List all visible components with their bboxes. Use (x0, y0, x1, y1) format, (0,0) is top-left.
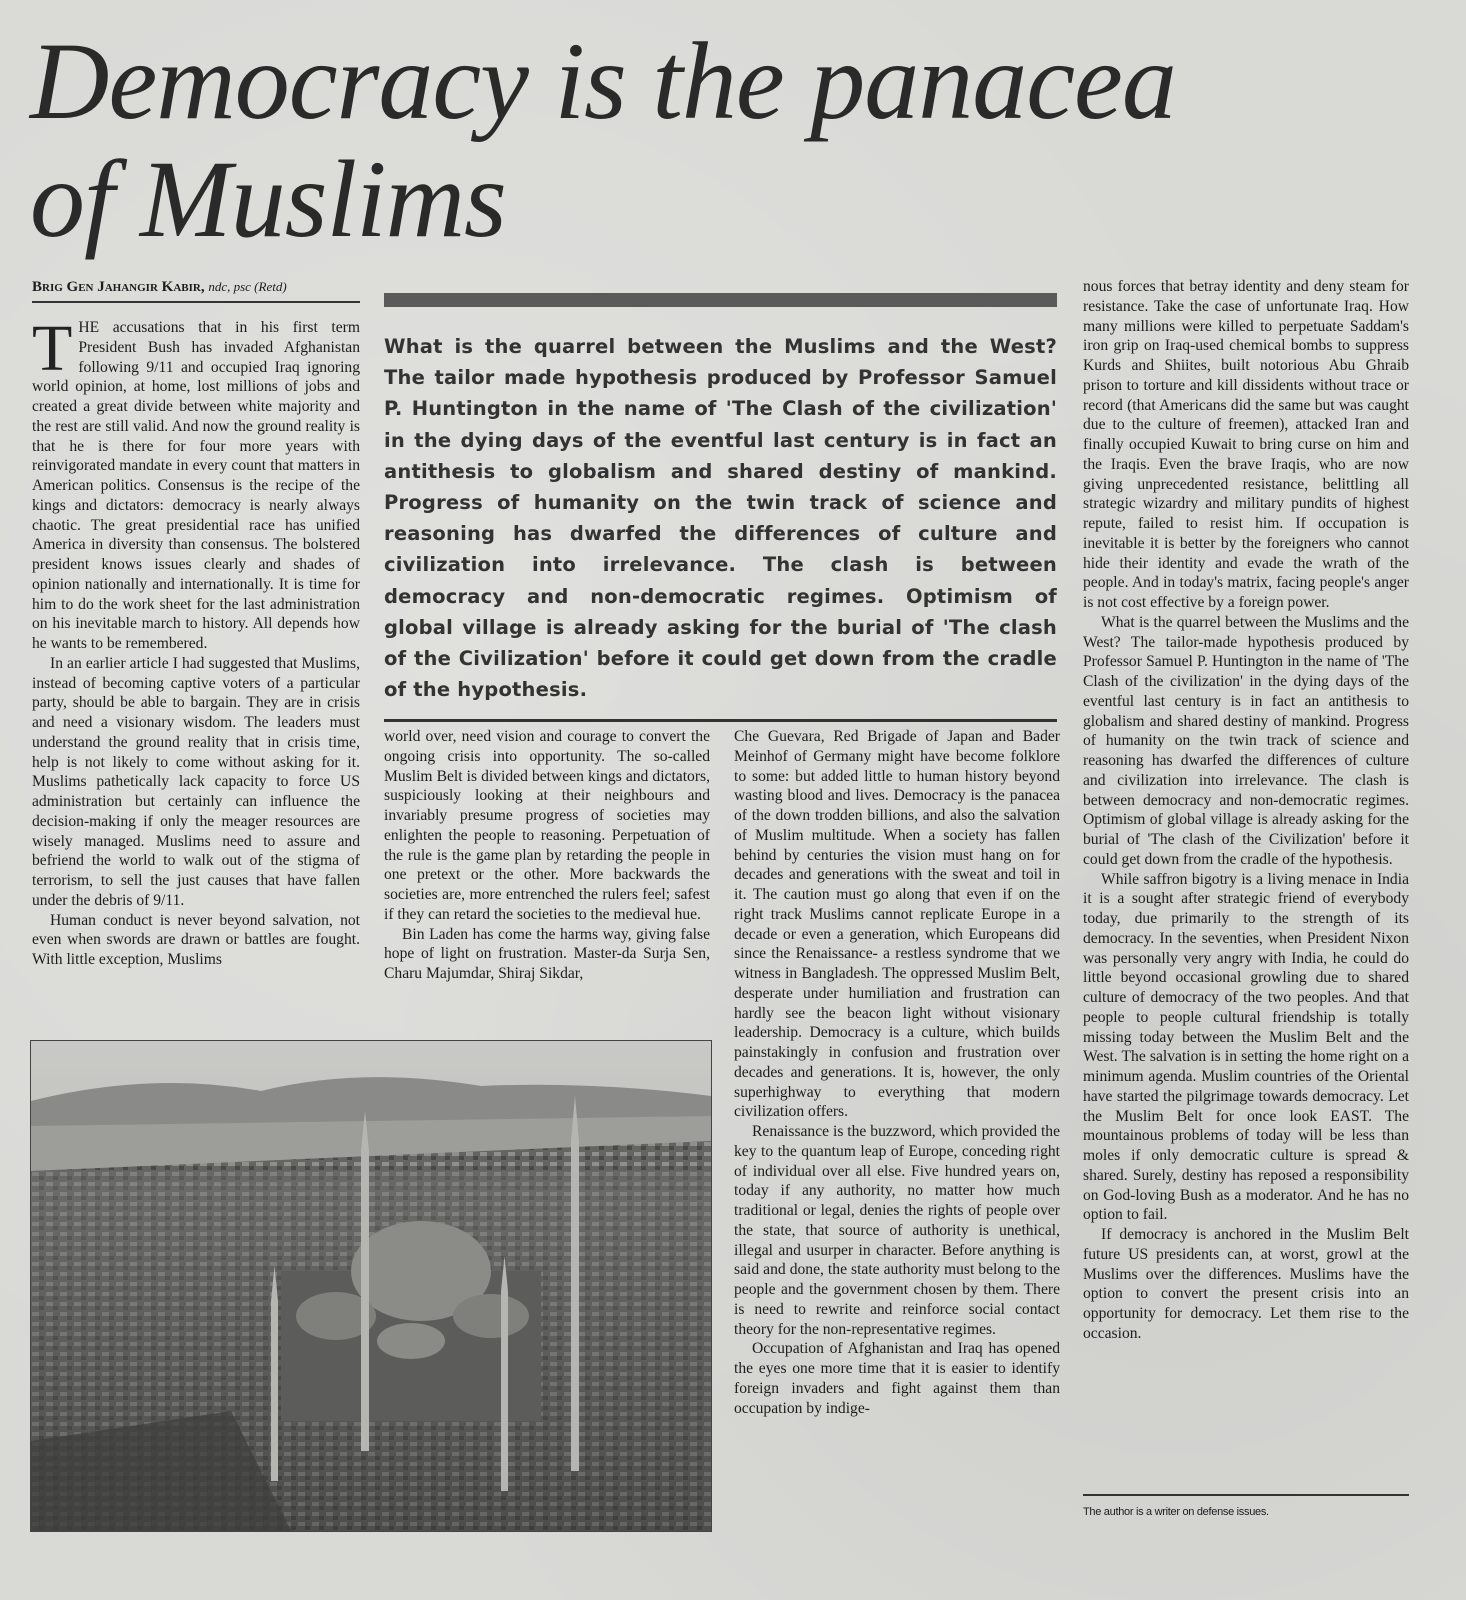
headline-line-2: of Muslims (30, 138, 506, 260)
paragraph: Occupation of Afghanistan and Iraq has opened the eyes one more time that it is easier to identify foreign invaders and fight against them than occupation by indige- (734, 1340, 1060, 1417)
author-credentials: ndc, psc (Retd) (208, 279, 287, 294)
paragraph: Che Guevara, Red Brigade of Japan and Bader Meinhof of Germany might have become folklore to some: but added little to human history beyond wasting blood and lives. Democracy is the panacea of the down trodden billions, and also the salvation of Muslim multitude. When a society has fallen behind by centuries the vision must hang on for decades and generations with the sweat and toil in it. The caution must go along that even if on the right track Muslims cannot replicate Europe in a decade or even a generation, which Europeans did since the Renaissance- a restless syndrome that we witness in Bangladesh. The oppressed Muslim Belt, desperate under humiliation and frustration can hardly see the beacon light without visionary leadership. Democracy is a culture, which builds painstakingly in confusion and frustration over decades and generations. It is, however, the only superhighway to everything that modern civilization offers. (734, 728, 1060, 1121)
author-name: Brig Gen Jahangir Kabir, (32, 279, 205, 295)
article-column-3 (734, 727, 1060, 1418)
photo-illustration (31, 1041, 711, 1531)
paragraph: THE accusations that in his first term President Bush has invaded Afghanistan following 9/11 and occupied Iraq ignoring world opinion, at home, lost millions of jobs and created a great divide between white majority and the rest are still valid. And now the ground reality is that he is there for four more years with reinvigorated mandate in every count that matters in American politics. Consensus is the recipe of the kings and dictators: democracy is nearly always chaotic. The great presidential race has unified America in diversity than consensus. The bolstered president knows issues clearly and shades of opinion nationally and internationally. It is time for him to do the work sheet for the last administration on his inevitable march to history. All depends how he wants to be remembered. (32, 312, 360, 652)
pull-quote (384, 293, 1057, 722)
headline (30, 22, 1176, 258)
paragraph: world over, need vision and courage to convert the ongoing crisis into opportunity. The so-called Muslim Belt is divided between kings and dictators, suspiciously looking at their neighbours and invariably presume progress of societies may enlighten the people to reasoning. Perpetuation of the rule is the game plan by retarding the people in one pretext or the other. More backwards the societies are, more entrenched the rulers feel; safest if they can retard the societies to the medieval hue. (384, 728, 710, 923)
author-note: The author is a writer on defense issues. (1083, 1506, 1269, 1518)
paragraph: In an earlier article I had suggested that Muslims, instead of becoming captive voters of a particular party, should be able to bargain. They are in crisis and need a visionary wisdom. The leaders must understand the ground reality that in crisis time, help is not likely to come without asking for it. Muslims pathetically lack capacity to force US administration but certainly can influence the decision-making if only the meager resources are wisely managed. Muslims need to assure and befriend the world to walk out of the stigma of terrorism, to sell the just causes that have fallen under the debris of 9/11. (32, 654, 360, 909)
paragraph: Renaissance is the buzzword, which provided the key to the quantum leap of Europe, conceding right of individual over all else. Five hundred years on, today if any authority, no matter how much traditional or legal, denies the rights of people over the state, that source of authority is unethical, illegal and usurper in character. Before anything is said and done, the state authority must belong to the people and the government chosen by them. There is need to rewrite and reinforce social contact theory for the non-representative regimes. (734, 1123, 1060, 1338)
pull-quote-bottom-rule (384, 719, 1057, 722)
paragraph: If democracy is anchored in the Muslim Belt future US presidents can, at worst, growl at the Muslims over the differences. Muslims have the option to convert the present crisis into an opportunity for democracy. Let them rise to the occasion. (1083, 1226, 1409, 1342)
paragraph: Bin Laden has come the harms way, giving false hope of light on frustration. Master-da Surja Sen, Charu Majumdar, Shiraj Sikdar, (384, 925, 710, 982)
article-column-2 (384, 727, 710, 984)
paragraph: What is the quarrel between the Muslims and the West? The tailor-made hypothesis produced by Professor Samuel P. Huntington in the name of 'The Clash of the civilization' in the dying days of the eventful last century is in fact an antithesis to globalism and shared destiny of mankind. Progress of humanity on the twin track of science and reasoning has dwarfed the differences of culture and civilization into irrelevance. The clash is between democracy and non-democratic regimes. Optimism of global village is already asking for the burial of 'The clash of the Civilization' before it could get down from the cradle of the hypothesis. (1083, 613, 1409, 868)
article-column-4 (1083, 277, 1409, 1344)
paragraph: Human conduct is never beyond salvation, not even when swords are drawn or battles are fought. With little exception, Muslims (32, 911, 360, 968)
paragraph: While saffron bigotry is a living menace in India it is a sought after strategic friend of everybody today, due primarily to the strength of its democracy. In the seventies, when President Nixon was personally very angry with India, he could do little beyond occasional growling due to shared culture of democracy of the two peoples. And that people to people cultural friendship is totally missing today between the Muslim Belt and the West. The salvation is in setting the home right on a minimum agenda. Muslim countries of the Oriental have started the pilgrimage towards democracy. Let the Muslim Belt for once look EAST. The mountainous problems of today will be less than moles if only democratic culture is spread & shared. Surely, destiny has reposed a responsibility on God-loving Bush as a moderator. And he has no option to fail. (1083, 870, 1409, 1224)
byline (32, 279, 360, 303)
headline-line-1: Democracy is the panacea (30, 20, 1176, 142)
mosque-cityscape-photo (30, 1040, 712, 1532)
paragraph: nous forces that betray identity and deny steam for resistance. Take the case of unfortunate Iraq. How many millions were killed to perpetuate Saddam's iron grip on Iraq-used chemical bombs to suppress Kurds and Shiites, built notorious Abu Ghraib prison to torture and kill dissidents without trace or record (that Americans did the same but was caught due to the culture of freemen), attacked Iran and finally occupied Kuwait to bring curse on him and the Iraqis. Even the brave Iraqis, who are now giving unprecedented resistance, belittling all strategic wizardry and military pundits of highest repute, failed to resist him. If occupation is inevitable it is better by the foreigners who cannot hide their identity and evade the wrath of the people. And in today's matrix, facing people's anger is not cost effective by a foreign power. (1083, 278, 1409, 611)
footer-rule (1083, 1494, 1409, 1496)
pull-quote-top-bar (384, 293, 1057, 307)
drop-cap: T (32, 312, 73, 385)
article-column-1 (32, 312, 360, 970)
pull-quote-text: What is the quarrel between the Muslims and the West? The tailor made hypothesis produced by Professor Samuel P. Huntington in the name of 'The Clash of the civilization' in the dying days of the eventful last century is in fact an antithesis to globalism and shared destiny of mankind. Progress of humanity on the twin track of science and reasoning has dwarfed the differences of culture and civilization into irrelevance. The clash is between democracy and non-democratic regimes. Optimism of global village is already asking for the burial of 'The clash of the Civilization' before it could get down from the cradle of the hypothesis. (384, 335, 1057, 702)
